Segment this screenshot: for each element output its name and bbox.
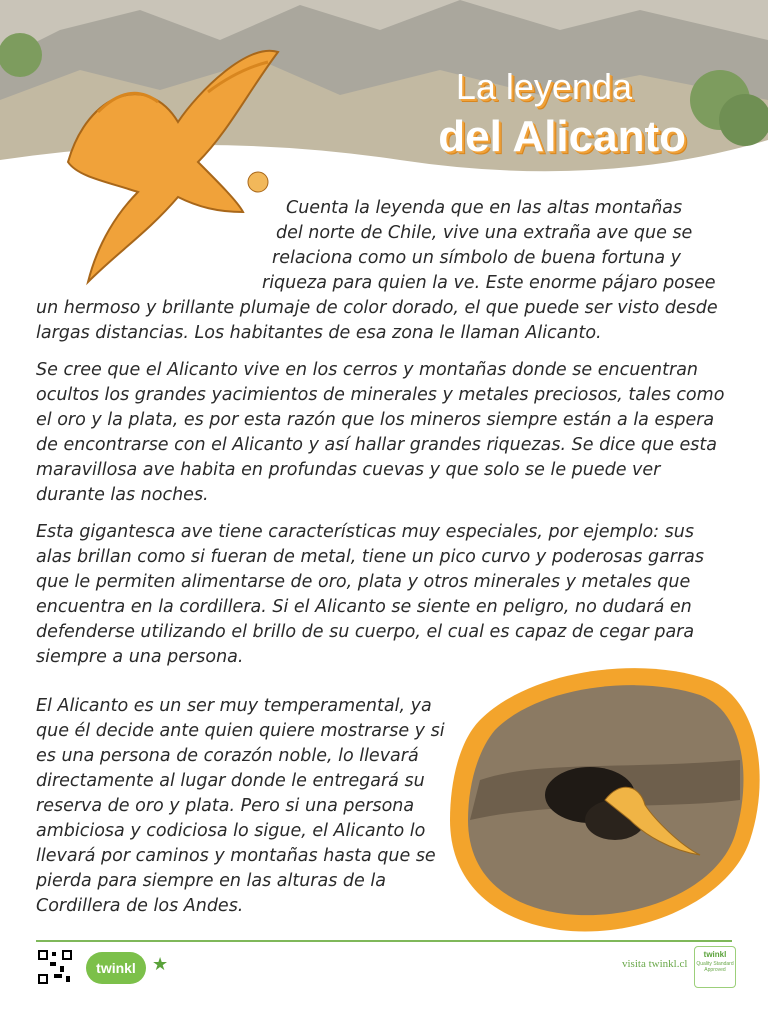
title-line-2: del Alicanto [438,112,686,161]
paragraph-intro [36,196,726,346]
intro-line-4: riqueza para quien la ve. Este enorme pájaro posee [262,273,716,293]
intro-line-1: Cuenta la leyenda que en las altas montañas [286,198,683,218]
paragraph-habitat: Se cree que el Alicanto vive en los cerros y montañas donde se encuentran ocultos los grandes yacimientos de minerales y metales preciosos, tales como el oro y la plata, es por esta razón que los mineros siempre están a la espera de encontrarse con el Alicanto y así hallar grandes riquezas. Se dice que esta maravillosa ave habita en profundas cuevas y que solo se le puede ver durante las noches. [36,360,725,505]
footer-divider [36,940,732,942]
badge-brand: twinkl [703,950,727,959]
intro-rest: un hermoso y brillante plumaje de color dorado, el que puede ser visto desde largas distancias. Los habitantes de esa zona le llaman Alicanto. [36,298,718,343]
quality-badge [694,946,736,988]
star-icon: ★ [152,954,169,975]
badge-text: Quality Standard Approved [696,961,734,973]
intro-line-3: relaciona como un símbolo de buena fortuna y [272,248,682,268]
title-line-1: La leyenda [455,66,632,107]
cave-illustration [440,660,768,940]
qr-code-icon[interactable] [36,948,74,986]
paragraph-temperament: El Alicanto es un ser muy temperamental, ya que él decide ante quien quiere mostrarse y si es una persona de corazón noble, lo llevará directamente al lugar donde le entregará su reserva de oro y plata. Pero si una persona ambiciosa y codiciosa lo sigue, el Alicanto lo llevará por caminos y montañas hasta que se pierda para siempre en las alturas de la Cordillera de los Andes. [36,696,445,916]
paragraph-characteristics: Esta gigantesca ave tiene características muy especiales, por ejemplo: sus alas brillan como si fueran de metal, tiene un pico curvo y poderosas garras que le permiten alimentarse de oro, plata y otros minerales y metales que encuentra en la cordillera. Si el Alicanto se siente en peligro, no dudará en defenderse utilizando el brillo de su cuerpo, el cual es capaz de cegar para siempre a una persona. [36,522,705,667]
visit-link[interactable]: visita twinkl.cl [622,958,688,970]
twinkl-logo[interactable]: twinkl [86,952,146,984]
intro-line-2: del norte de Chile, vive una extraña ave que se [276,223,693,243]
